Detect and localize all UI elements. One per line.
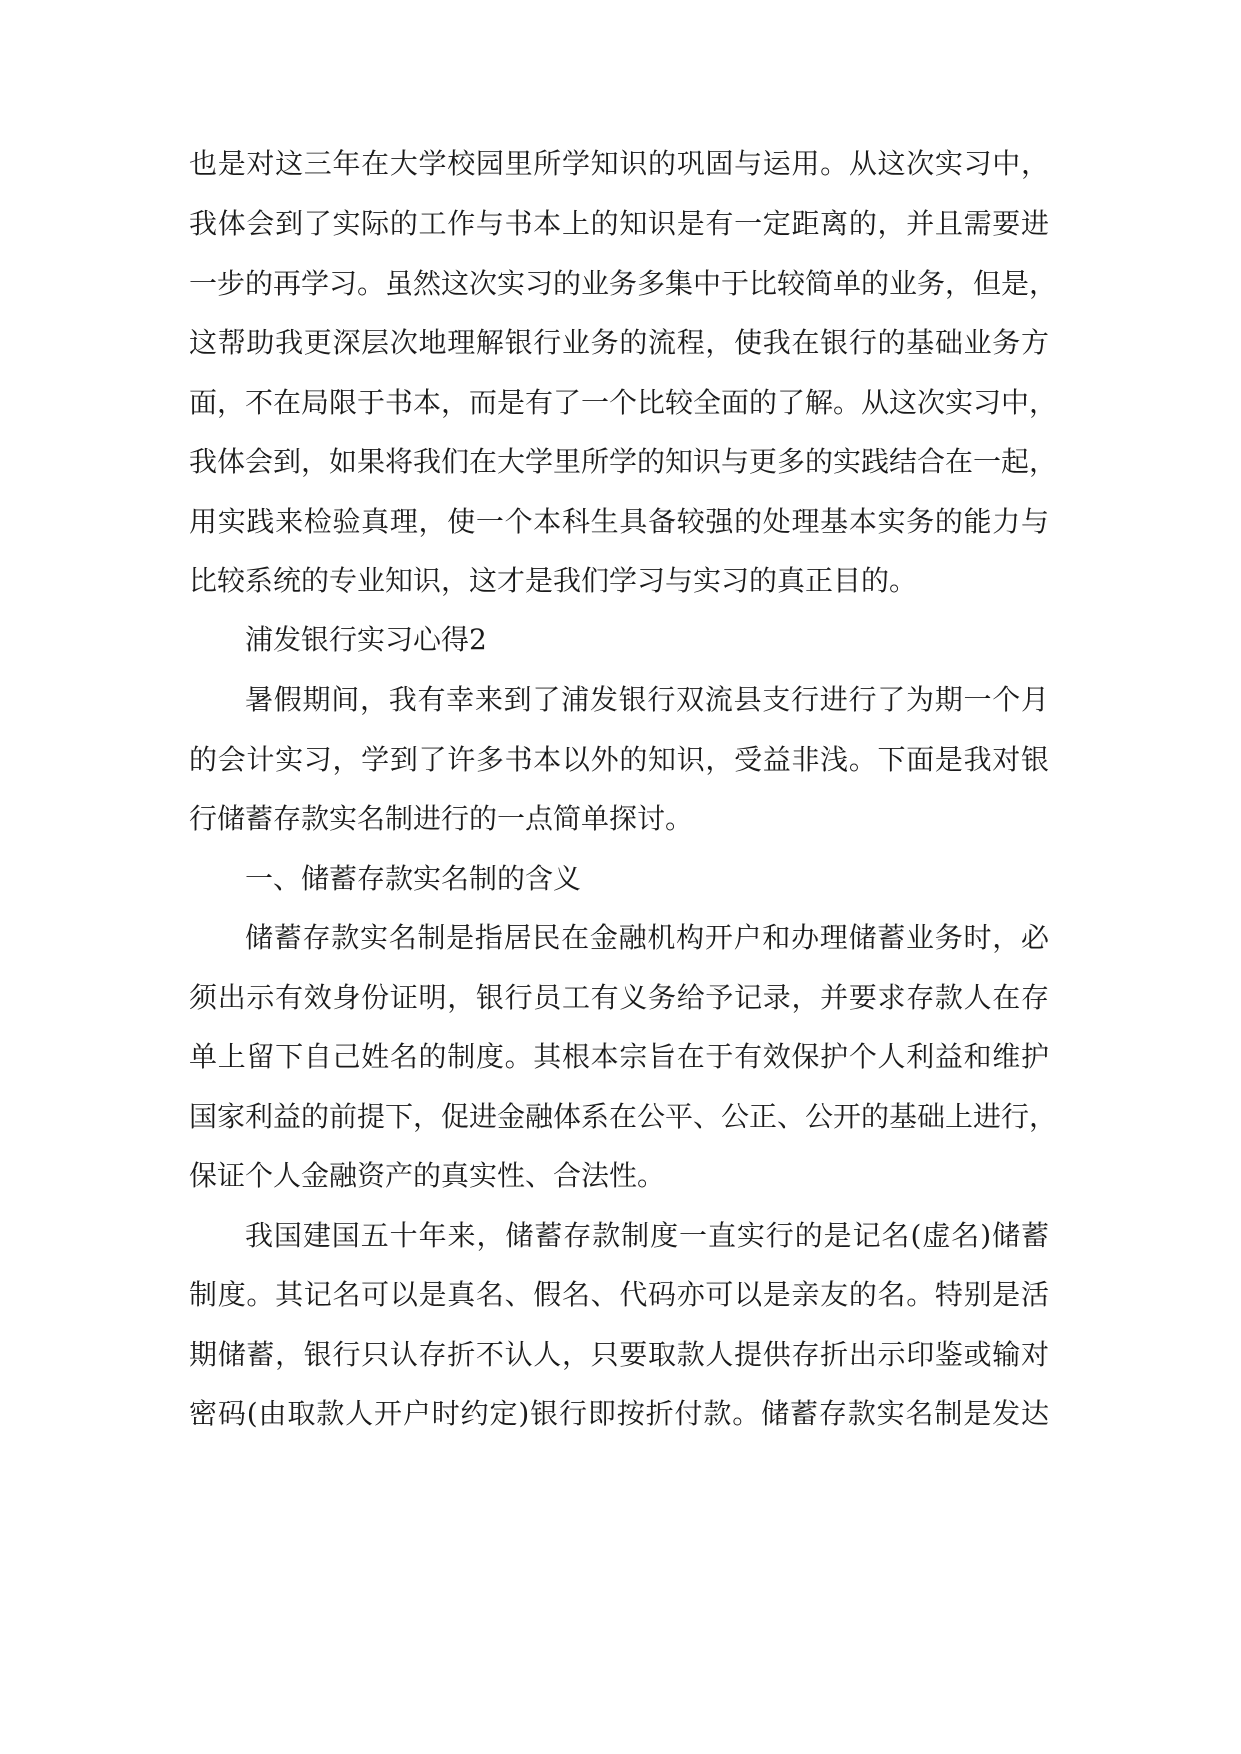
paragraph-line: 的会计实习，学到了许多书本以外的知识，受益非浅。下面是我对银 <box>189 743 1049 776</box>
paragraph-line: 制度。其记名可以是真名、假名、代码亦可以是亲友的名。特别是活 <box>189 1278 1049 1311</box>
paragraph-line: 比较系统的专业知识，这才是我们学习与实习的真正目的。 <box>189 564 918 597</box>
paragraph-line: 我体会到了实际的工作与书本上的知识是有一定距离的，并且需要进 <box>189 207 1049 240</box>
section-heading: 浦发银行实习心得2 <box>245 623 487 656</box>
paragraph-line: 密码(由取款人开户时约定)银行即按折付款。储蓄存款实名制是发达 <box>189 1397 1049 1430</box>
paragraph-line: 单上留下自己姓名的制度。其根本宗旨在于有效保护个人利益和维护 <box>189 1040 1049 1073</box>
paragraph-line: 保证个人金融资产的真实性、合法性。 <box>189 1159 666 1192</box>
paragraph-line: 行储蓄存款实名制进行的一点简单探讨。 <box>189 802 694 835</box>
paragraph-line: 这帮助我更深层次地理解银行业务的流程，使我在银行的基础业务方 <box>189 326 1049 359</box>
paragraph-line: 须出示有效身份证明，银行员工有义务给予记录，并要求存款人在存 <box>189 981 1049 1014</box>
paragraph-line: 我体会到，如果将我们在大学里所学的知识与更多的实践结合在一起， <box>189 445 1058 478</box>
paragraph-line: 一步的再学习。虽然这次实习的业务多集中于比较简单的业务，但是， <box>189 267 1058 300</box>
paragraph-line: 面，不在局限于书本，而是有了一个比较全面的了解。从这次实习中， <box>189 386 1058 419</box>
paragraph-line: 储蓄存款实名制是指居民在金融机构开户和办理储蓄业务时，必 <box>245 921 1049 954</box>
paragraph-line: 期储蓄，银行只认存折不认人，只要取款人提供存折出示印鉴或输对 <box>189 1338 1049 1371</box>
paragraph-line: 也是对这三年在大学校园里所学知识的巩固与运用。从这次实习中， <box>189 147 1049 180</box>
paragraph-line: 用实践来检验真理，使一个本科生具备较强的处理基本实务的能力与 <box>189 505 1049 538</box>
paragraph-line: 我国建国五十年来，储蓄存款制度一直实行的是记名(虚名)储蓄 <box>245 1219 1049 1252</box>
subsection-heading: 一、储蓄存款实名制的含义 <box>245 862 582 895</box>
paragraph-line: 暑假期间，我有幸来到了浦发银行双流县支行进行了为期一个月 <box>245 683 1049 716</box>
paragraph-line: 国家利益的前提下，促进金融体系在公平、公正、公开的基础上进行， <box>189 1100 1058 1133</box>
